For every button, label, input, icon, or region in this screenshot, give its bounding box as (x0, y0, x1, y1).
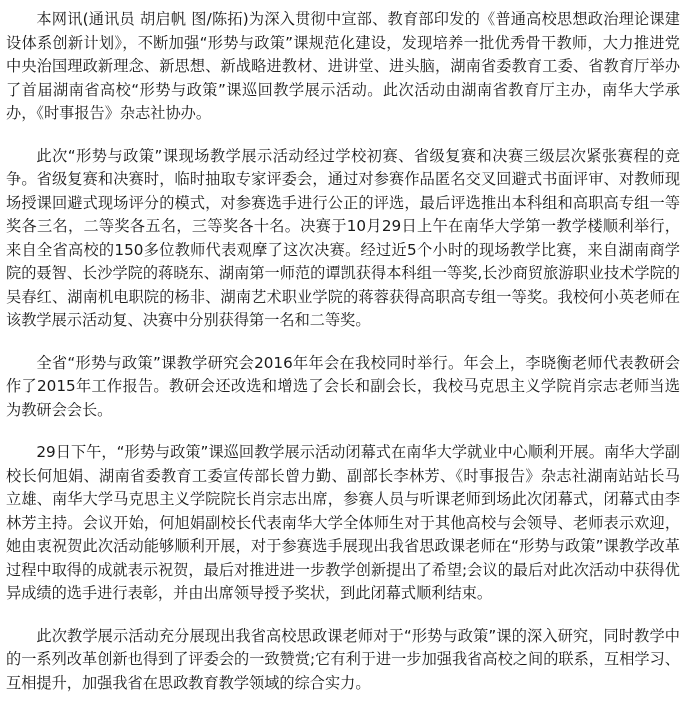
paragraph-competition: 此次“形势与政策”课现场教学展示活动经过学校初赛、省级复赛和决赛三级层次紧张赛程的竞争。省级复赛和决赛时，临时抽取专家评委会，通过对参赛作品匿名交叉回避式书面评审、对教师现场授课回避式现场评分的模式，对参赛选手进行公正的评选，最后评选推出本科组和高职高专组一等奖各三名，二等奖各五名，三等奖各十名。决赛于10月29日上午在南华大学第一教学楼顺利举行，来自全省高校的150多位教师代表观摩了这次决赛。经过近5个小时的现场教学比赛，来自湖南商学院的聂智、长沙学院的蒋晓东、湖南第一师范的谭凯获得本科组一等奖,长沙商贸旅游职业技术学院的吴春红、湖南机电职院的杨非、湖南艺术职业学院的蒋蓉获得高职高专组一等奖。我校何小英老师在该教学展示活动复、决赛中分别获得第一名和二等奖。 (6, 146, 680, 329)
paragraph-intro: 本网讯(通讯员 胡启帆 图/陈拓)为深入贯彻中宣部、教育部印发的《普通高校思想政治理论课建设体系创新计划》，不断加强“形势与政策”课规范化建设，发现培养一批优秀骨干教师，大力推进党中央治国理政新理念、新思想、新战略进教材、进讲堂、进头脑，湖南省委教育工委、省教育厅举办了首届湖南省高校“形势与政策”课巡回教学展示活动。此次活动由湖南省教育厅主办，南华大学承办，《时事报告》杂志社协办。 (6, 10, 680, 122)
paragraph-annual-meeting: 全省“形势与政策”课教学研究会2016年年会在我校同时举行。年会上，李晓衡老师代表教研会作了2015年工作报告。教研会还改选和增选了会长和副会长，我校马克思主义学院肖宗志老师当选为教研会会长。 (6, 353, 680, 419)
paragraph-summary: 此次教学展示活动充分展现出我省高校思政课老师对于“形势与政策”课的深入研究，同时教学中的一系列改革创新也得到了评委会的一致赞赏;它有利于进一步加强我省高校之间的联系，互相学习、互相提升，加强我省在思政教育教学领域的综合实力。 (6, 626, 680, 692)
paragraph-closing-ceremony: 29日下午，“形势与政策”课巡回教学展示活动闭幕式在南华大学就业中心顺利开展。南华大学副校长何旭娟、湖南省委教育工委宣传部长曾力勤、副部长李林芳、《时事报告》杂志社湖南站站长马立雄、南华大学马克思主义学院院长肖宗志出席，参赛人员与听课老师到场此次闭幕式，闭幕式由李林芳主持。会议开始，何旭娟副校长代表南华大学全体师生对于其他高校与会领导、老师表示欢迎，她由衷祝贺此次活动能够顺利开展，对于参赛选手展现出我省思政课老师在“形势与政策”课教学改革过程中取得的成就表示祝贺，最后对推进进一步教学创新提出了希望;会议的最后对此次活动中获得优异成绩的选手进行表彰，并由出席领导授予奖状，到此闭幕式顺利结束。 (6, 443, 680, 602)
